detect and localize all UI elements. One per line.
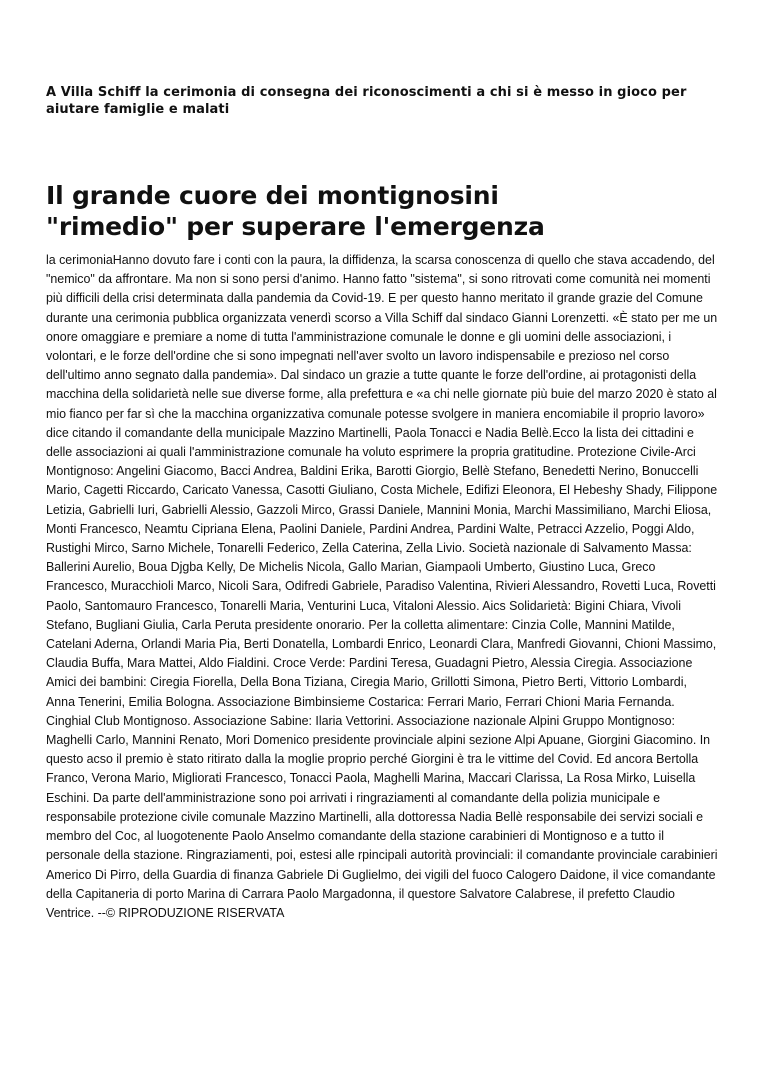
headline-line-1: Il grande cuore dei montignosini	[46, 181, 499, 210]
article-body: la cerimoniaHanno dovuto fare i conti con la paura, la diffidenza, la scarsa conoscenza di quello che stava accadendo, del "nemico" da affrontare. Ma non si sono persi d'animo. Hanno fatto "sistema", si sono ritrovati come comunità nei momenti più difficili della crisi determinata dalla pandemia da Covid-19. E per questo hanno meritato il grande grazie del Comune durante una cerimonia pubblica organizzata venerdì scorso a Villa Schiff dal sindaco Gianni Lorenzetti. «È stato per me un onore omaggiare e premiare a nome di tutta l'amministrazione comunale le donne e gli uomini delle associazioni, i volontari, e le forze dell'ordine che si sono impegnati nell'aver svolto un lavoro indispensabile e prezioso nel corso dell'ultimo anno segnato dalla pandemia». Dal sindaco un grazie a tutte quante le forze dell'ordine, ai protagonisti della macchina della solidarietà nelle sue diverse forme, alla prefettura e «a chi nelle giornate più buie del marzo 2020 è stato al mio fianco per far sì che la macchina organizzativa comunale potesse svolgere in maniera encomiabile il proprio lavoro» dice citando il comandante della municipale Mazzino Martinelli, Paola Tonacci e Nadia Bellè.Ecco la lista dei cittadini e delle associazioni ai quali l'amministrazione comunale ha voluto esprimere la propria gratitudine. Protezione Civile-Arci Montignoso: Angelini Giacomo, Bacci Andrea, Baldini Erika, Barotti Giorgio, Bellè Stefano, Benedetti Nerino, Bonuccelli Mario, Cagetti Riccardo, Caricato Vanessa, Casotti Giuliano, Costa Michele, Edifizi Eleonora, El Hebeshy Shady, Filippone Letizia, Gabrielli Iuri, Gabrielli Alessio, Gazzoli Mirco, Grassi Daniele, Mannini Monia, Marchi Massimiliano, Marchi Eliosa, Monti Francesco, Neamtu Cipriana Elena, Paolini Daniele, Pardini Andrea, Pardini Walte, Petracci Azzelio, Poggi Aldo, Rustighi Mirco, Sarno Michele, Tonarelli Federico, Zella Caterina, Zella Livio. Società nazionale di Salvamento Massa: Ballerini Aurelio, Boua Djgba Kelly, De Michelis Nicola, Gallo Marian, Giampaoli Umberto, Giustino Luca, Greco Francesco, Muracchioli Marco, Nicoli Sara, Odifredi Gabriele, Paradiso Valentina, Rivieri Alessandro, Rovetti Luca, Rovetti Paolo, Santomauro Francesco, Tonarelli Maria, Venturini Luca, Vitaloni Alessio. Aics Solidarietà: Bigini Chiara, Vivoli Stefano, Bugliani Giulia, Carla Peruta presidente onorario. Per la colletta alimentare: Cinzia Colle, Mannini Matilde, Catelani Aderna, Orlandi Maria Pia, Berti Donatella, Lombardi Enrico, Leonardi Clara, Manfredi Giovanni, Chioni Massimo, Claudia Buffa, Mara Mattei, Aldo Fialdini. Croce Verde: Pardini Teresa, Guadagni Pietro, Alessia Ciregia. Associazione Amici dei bambini: Ciregia Fiorella, Della Bona Tiziana, Ciregia Mario, Grillotti Simona, Pietro Berti, Vittorio Lombardi, Anna Tenerini, Emilia Bologna. Associazione Bimbinsieme Costarica: Ferrari Mario, Ferrari Chioni Maria Fernanda. Cinghial Club Montignoso. Associazione Sabine: Ilaria Vettorini. Associazione nazionale Alpini Gruppo Montignoso: Maghelli Carlo, Mannini Renato, Mori Domenico presidente provinciale alpini sezione Alpi Apuane, Giorgini Giacomino. In questo acso il premio è stato ritirato dalla la moglie proprio perché Giorgini è tra le vittime del Covid. Ed ancora Bertolla Franco, Verona Mario, Migliorati Francesco, Tonacci Paola, Maghelli Marina, Maccari Clarissa, La Rosa Mirko, Luisella Eschini. Da parte dell'amministrazione sono poi arrivati i ringraziamenti al comandante della polizia municipale e responsabile protezione civile comunale Mazzino Martinelli, alla dottoressa Nadia Bellè responsabile dei servizi sociali e membro del Coc, al luogotenente Paolo Anselmo comandante della stazione carabinieri di Montignoso e a tutto il personale della stazione. Ringraziamenti, poi, estesi alle rpincipali autorità provinciali: il comandante provinciale carabinieri Americo Di Pirro, della Guardia di finanza Gabriele Di Guglielmo, dei vigili del fuoco Calogero Daidone, il vice comandante della Capitaneria di porto Marina di Carrara Paolo Margadonna, il questore Salvatore Calabrese, il prefetto Claudio Ventrice. --© RIPRODUZIONE RISERVATA	[46, 253, 718, 920]
headline-line-2: "rimedio" per superare l'emergenza	[46, 212, 545, 241]
article	[46, 84, 718, 923]
article-headline	[46, 180, 718, 242]
article-subtitle: A Villa Schiff la cerimonia di consegna dei riconoscimenti a chi si è messo in gioco per aiutare famiglie e malati	[46, 85, 687, 117]
